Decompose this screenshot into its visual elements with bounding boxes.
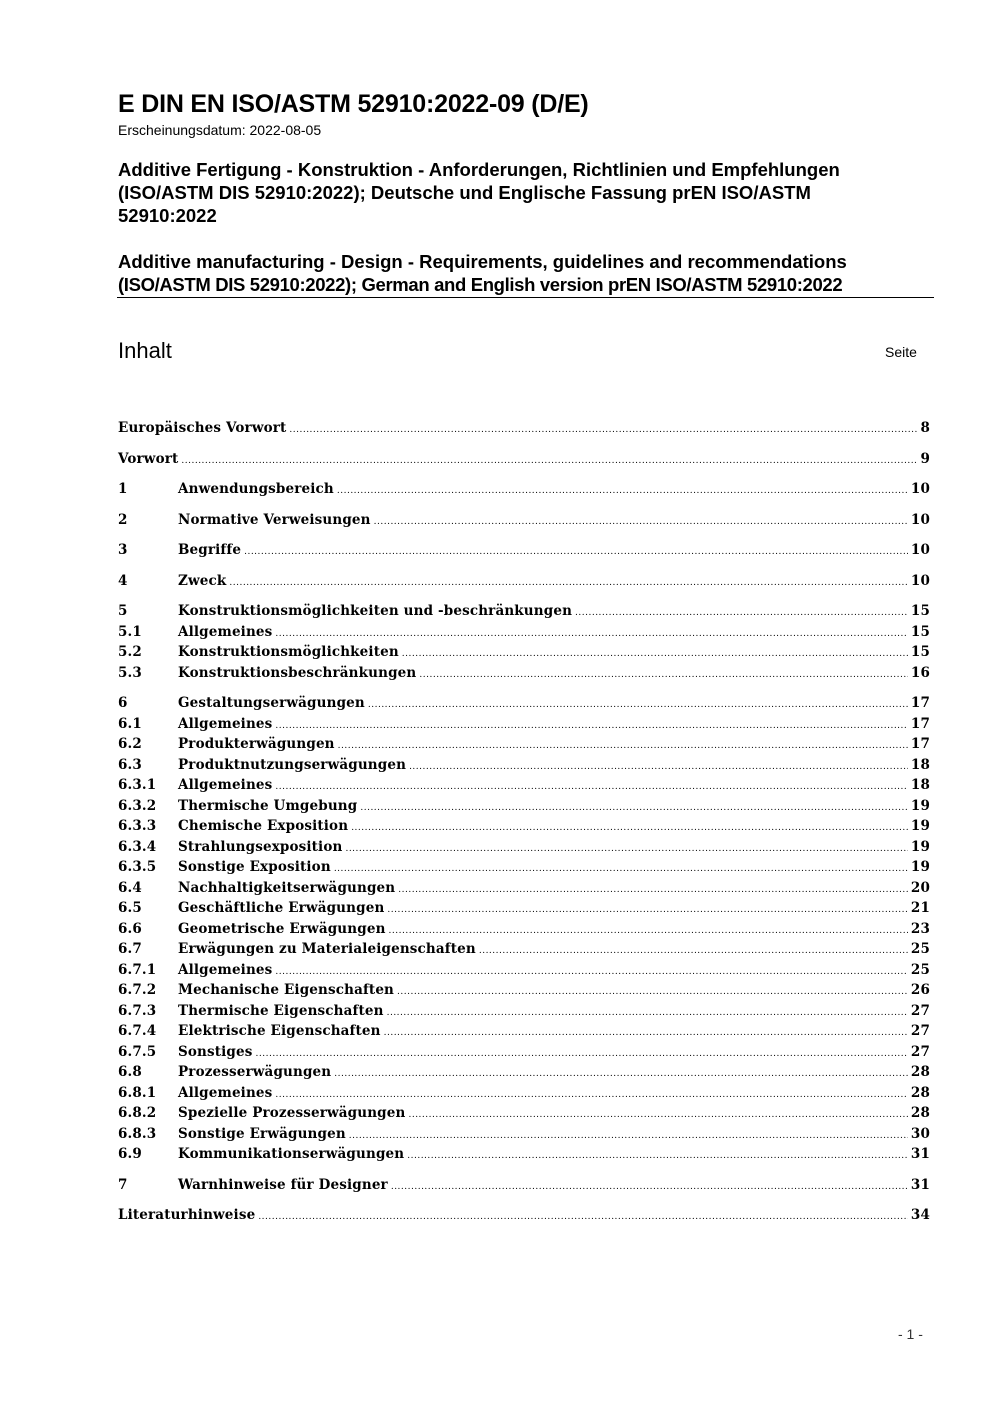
toc-entry[interactable] [118,960,930,981]
toc-entry-number: 6.3.2 [118,797,157,814]
toc-entry[interactable] [118,1021,930,1042]
toc-entry[interactable] [118,734,930,755]
toc-entry-page: 19 [910,859,930,875]
toc-entry-page: 28 [910,1084,930,1101]
toc-entry-page: 17 [910,736,930,752]
toc-entry-number: 6.3 [118,756,142,773]
toc-entry-title: Sonstige Erwägungen [178,1125,346,1142]
toc-dot-leader [256,1044,908,1065]
toc-entry-title: Produkterwägungen [178,736,335,752]
toc-entry-page: 23 [910,920,930,937]
toc-entry[interactable] [118,622,930,643]
title-english-line: Additive manufacturing - Design - Requirements, guidelines and recommendations [118,251,847,272]
toc-entry-page: 15 [910,603,930,619]
toc-entry-page: 31 [910,1146,930,1162]
toc-entry-page: 19 [910,797,930,814]
toc-entry-title: Begriffe [178,542,242,558]
toc-entry[interactable] [118,663,930,684]
toc-entry-title: Sonstige Exposition [178,859,331,875]
toc-entry-page: 27 [910,1043,930,1060]
toc-entry[interactable] [118,919,930,940]
header-divider [117,297,934,298]
toc-entry[interactable] [118,857,930,878]
toc-entry[interactable] [118,1124,930,1145]
toc-entry-number: 6.7 [118,941,142,957]
toc-page-label: Seite [885,344,917,360]
toc-entry-page: 28 [910,1105,930,1121]
toc-entry-page: 28 [910,1064,930,1080]
toc-entry-title: Produktnutzungserwägungen [178,756,407,773]
toc-entry[interactable] [118,571,930,592]
toc-entry-number: 7 [118,1176,128,1193]
toc-entry[interactable] [118,1175,930,1196]
toc-entry-page: 25 [910,941,930,957]
toc-dot-leader [389,921,908,942]
toc-dot-leader [258,1207,908,1228]
toc-entry-page: 18 [910,756,930,773]
toc-entry-page: 21 [910,900,930,916]
toc-entry[interactable] [118,898,930,919]
toc-entry-page: 10 [910,511,930,528]
toc-entry-number: 6.8.3 [118,1125,157,1142]
toc-entry[interactable] [118,1103,930,1124]
toc-dot-leader [351,818,908,839]
toc-entry-title: Sonstiges [178,1043,253,1060]
toc-entry-title: Thermische Umgebung [178,797,358,814]
toc-entry-page: 25 [910,961,930,978]
toc-entry-page: 30 [910,1125,930,1142]
toc-entry-number: 6.8 [118,1064,142,1080]
toc-entry-title: Literaturhinweise [118,1207,256,1223]
toc-entry-page: 18 [910,777,930,793]
toc-entry-number: 6.7.1 [118,961,157,978]
toc-entry-title: Nachhaltigkeitserwägungen [178,879,396,896]
toc-dot-leader [407,1146,908,1167]
toc-dot-leader [398,880,908,901]
toc-entry[interactable] [118,540,930,561]
toc-entry-number: 6.3.3 [118,818,157,834]
title-german [118,158,938,227]
toc-dot-leader [360,798,908,819]
table-of-contents [118,418,930,1226]
toc-entry-page: 15 [910,623,930,640]
toc-dot-leader [229,573,908,594]
toc-entry-title: Konstruktionsbeschränkungen [178,664,417,681]
toc-entry-title: Normative Verweisungen [178,511,371,528]
toc-dot-leader [275,716,907,737]
toc-entry[interactable] [118,775,930,796]
toc-dot-leader [387,900,907,921]
toc-entry-number: 4 [118,572,128,589]
toc-entry[interactable] [118,816,930,837]
title-german-line: (ISO/ASTM DIS 52910:2022); Deutsche und Englische Fassung prEN ISO/ASTM [118,182,811,203]
toc-dot-leader [289,420,917,441]
toc-entry-page: 19 [910,838,930,855]
toc-entry-page: 9 [920,450,930,467]
toc-entry-number: 6.7.4 [118,1023,157,1039]
title-german-line: 52910:2022 [118,205,217,226]
toc-entry-title: Allgemeines [178,777,273,793]
toc-dot-leader [334,859,908,880]
toc-dot-leader [402,644,908,665]
toc-entry-page: 31 [910,1176,930,1193]
toc-entry-number: 6.9 [118,1146,142,1162]
toc-entry-title: Strahlungsexposition [178,838,343,855]
toc-entry-title: Allgemeines [178,1084,273,1101]
toc-dot-leader [419,665,908,686]
toc-entry[interactable] [118,939,930,960]
toc-entry-number: 6.6 [118,920,142,937]
toc-entry-page: 17 [910,695,930,711]
toc-entry-number: 6.8.1 [118,1084,157,1101]
toc-entry-title: Allgemeines [178,961,273,978]
toc-entry[interactable] [118,510,930,531]
toc-entry[interactable] [118,693,930,714]
toc-dot-leader [244,542,908,563]
toc-dot-leader [409,757,908,778]
toc-dot-leader [368,695,908,716]
toc-dot-leader [338,736,908,757]
toc-entry-title: Spezielle Prozesserwägungen [178,1105,406,1121]
toc-entry-number: 5 [118,603,128,619]
standard-id: E DIN EN ISO/ASTM 52910:2022-09 (D/E) [118,90,589,118]
toc-entry-number: 5.1 [118,623,142,640]
toc-dot-leader [275,962,907,983]
toc-entry-number: 6.7.2 [118,982,157,998]
toc-dot-leader [275,624,907,645]
toc-dot-leader [397,982,908,1003]
toc-entry-number: 6.7.3 [118,1002,157,1019]
toc-entry[interactable] [118,1205,930,1226]
toc-entry[interactable] [118,837,930,858]
toc-entry-title: Zweck [178,572,227,589]
toc-dot-leader [408,1105,907,1126]
toc-entry[interactable] [118,878,930,899]
toc-entry[interactable] [118,479,930,500]
toc-entry[interactable] [118,1083,930,1104]
toc-entry-page: 8 [920,420,930,436]
toc-entry-number: 5.2 [118,644,142,660]
toc-entry[interactable] [118,642,930,663]
toc-entry[interactable] [118,449,930,470]
toc-dot-leader [349,1126,908,1147]
toc-entry-title: Elektrische Eigenschaften [178,1023,381,1039]
toc-entry-title: Vorwort [118,450,179,467]
toc-entry-number: 6.3.5 [118,859,157,875]
toc-entry-title: Warnhinweise für Designer [178,1176,388,1193]
toc-entry-title: Allgemeines [178,715,273,732]
toc-entry[interactable] [118,755,930,776]
toc-entry[interactable] [118,980,930,1001]
toc-entry[interactable] [118,1144,930,1165]
toc-dot-leader [387,1003,908,1024]
toc-entry-title: Chemische Exposition [178,818,349,834]
toc-entry-page: 10 [910,542,930,558]
toc-entry-title: Prozesserwägungen [178,1064,332,1080]
title-english [118,250,938,296]
toc-entry-page: 34 [910,1207,930,1223]
toc-entry-page: 27 [910,1023,930,1039]
toc-entry-number: 5.3 [118,664,142,681]
toc-dot-leader [374,512,908,533]
toc-entry-page: 10 [910,481,930,497]
toc-dot-leader [275,777,907,798]
toc-dot-leader [334,1064,908,1085]
toc-entry[interactable] [118,1062,930,1083]
toc-entry-page: 10 [910,572,930,589]
toc-dot-leader [479,941,908,962]
toc-dot-leader [275,1085,907,1106]
title-english-line: (ISO/ASTM DIS 52910:2022); German and English version prEN ISO/ASTM 52910:2022 [118,274,843,295]
toc-entry-number: 3 [118,542,128,558]
toc-entry-number: 6.8.2 [118,1105,157,1121]
toc-dot-leader [181,451,917,472]
title-german-line: Additive Fertigung - Konstruktion - Anforderungen, Richtlinien und Empfehlungen [118,159,840,180]
toc-entry-number: 6.4 [118,879,142,896]
toc-entry-number: 6.7.5 [118,1043,157,1060]
toc-entry-title: Europäisches Vorwort [118,420,287,436]
toc-entry-number: 6.5 [118,900,142,916]
toc-entry[interactable] [118,796,930,817]
toc-dot-leader [391,1177,908,1198]
toc-entry[interactable] [118,1001,930,1022]
toc-entry-title: Allgemeines [178,623,273,640]
toc-entry-page: 15 [910,644,930,660]
toc-entry-title: Geometrische Erwägungen [178,920,386,937]
toc-entry-title: Geschäftliche Erwägungen [178,900,385,916]
toc-entry-title: Konstruktionsmöglichkeiten [178,644,399,660]
toc-entry-title: Anwendungsbereich [178,481,334,497]
toc-entry-page: 26 [910,982,930,998]
toc-entry[interactable] [118,601,930,622]
toc-dot-leader [337,481,908,502]
page-number: - 1 - [898,1326,923,1342]
toc-entry[interactable] [118,418,930,439]
toc-entry-title: Thermische Eigenschaften [178,1002,384,1019]
toc-entry-number: 6.1 [118,715,142,732]
toc-entry-number: 6.3.4 [118,838,157,855]
toc-entry-number: 6 [118,695,128,711]
toc-entry-page: 16 [910,664,930,681]
publication-date: Erscheinungsdatum: 2022-08-05 [118,122,322,138]
toc-entry-title: Erwägungen zu Materialeigenschaften [178,941,476,957]
toc-entry-page: 17 [910,715,930,732]
toc-entry-title: Kommunikationserwägungen [178,1146,405,1162]
toc-dot-leader [384,1023,908,1044]
toc-entry-number: 6.3.1 [118,777,157,793]
toc-dot-leader [345,839,907,860]
toc-entry-title: Konstruktionsmöglichkeiten und -beschränkungen [178,603,573,619]
toc-entry-title: Gestaltungserwägungen [178,695,365,711]
toc-dot-leader [575,603,908,624]
toc-heading: Inhalt [118,338,172,363]
toc-entry-page: 27 [910,1002,930,1019]
toc-entry-number: 1 [118,481,128,497]
toc-entry-page: 20 [910,879,930,896]
toc-entry[interactable] [118,714,930,735]
toc-entry-number: 6.2 [118,736,142,752]
toc-entry-title: Mechanische Eigenschaften [178,982,395,998]
toc-entry-number: 2 [118,511,128,528]
toc-entry-page: 19 [910,818,930,834]
toc-entry[interactable] [118,1042,930,1063]
